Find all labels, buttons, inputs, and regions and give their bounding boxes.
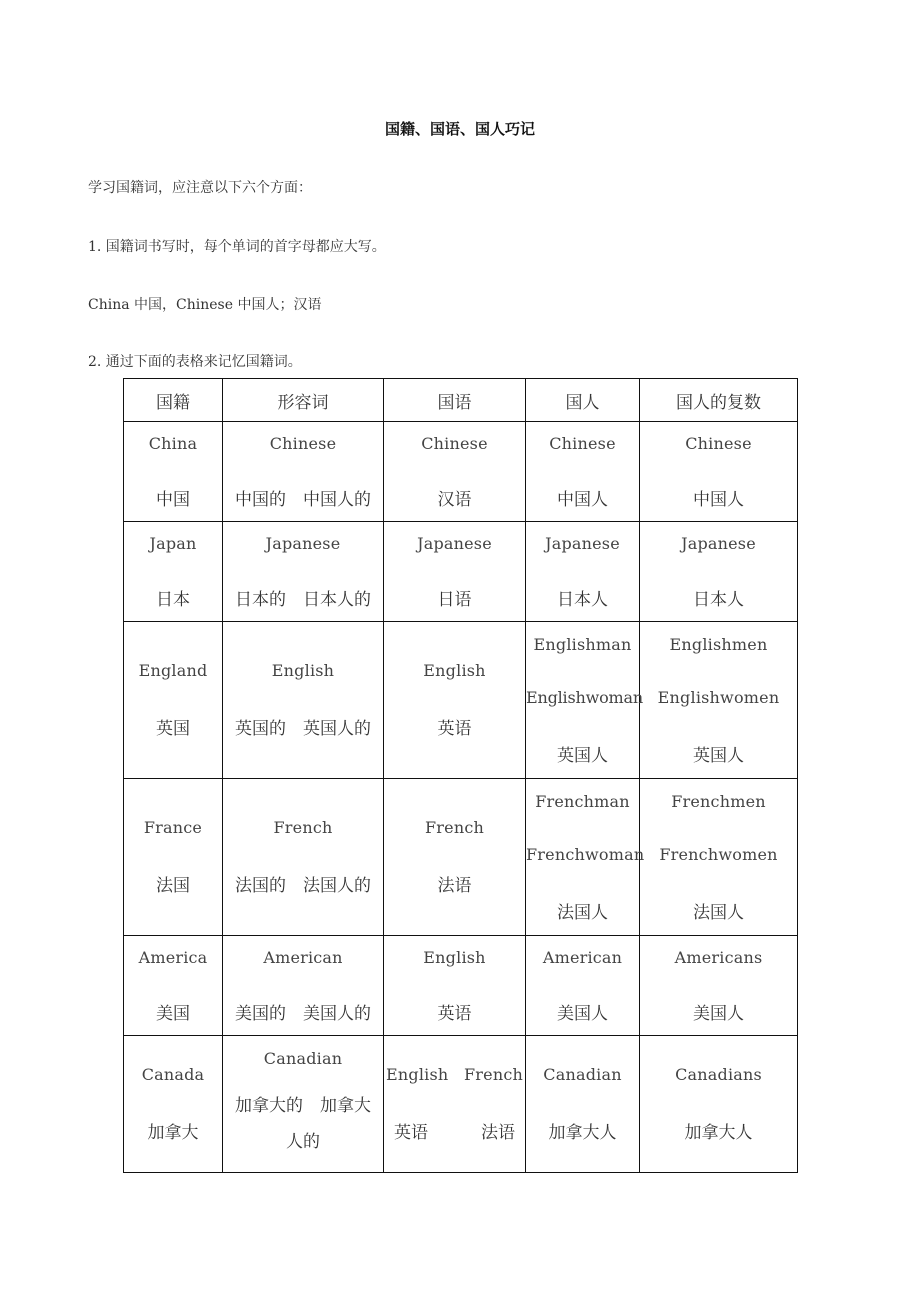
- plural-cell: [640, 622, 798, 779]
- person-cell: [526, 422, 640, 522]
- language-en: Japanese: [417, 533, 492, 553]
- language-cell: [384, 522, 526, 622]
- adjective-cell: [223, 936, 384, 1036]
- country-zh: 法国: [156, 876, 190, 896]
- country-zh: 美国: [156, 1003, 190, 1024]
- point-1: 1. 国籍词书写时，每个单词的首字母都应大写。: [88, 239, 386, 255]
- language-zh: 法语: [437, 876, 472, 896]
- plural-cell: [640, 422, 798, 522]
- person-en: Chinese: [549, 433, 616, 453]
- person-en: Canadian: [543, 1065, 622, 1084]
- country-en: France: [143, 818, 203, 837]
- language-en-french: French: [464, 1065, 523, 1084]
- header-adjective: 形容词: [223, 379, 384, 422]
- header-language: 国语: [384, 379, 526, 422]
- country-cell: [124, 936, 223, 1036]
- country-zh: 中国: [156, 489, 190, 510]
- language-zh-pair: [384, 1118, 525, 1143]
- plural-cell: [640, 936, 798, 1036]
- language-cell: [384, 422, 526, 522]
- person-zh: 日本人: [557, 589, 608, 610]
- person-en: Japanese: [545, 533, 620, 553]
- plural-en-male: Englishmen: [669, 634, 768, 654]
- adjective-cell: [223, 622, 384, 779]
- language-zh-french: 法语: [481, 1123, 515, 1143]
- person-en-female: Englishwoman: [526, 687, 643, 707]
- person-zh: 美国人: [557, 1003, 608, 1024]
- country-en: Japan: [149, 533, 197, 553]
- language-cell: [384, 936, 526, 1036]
- country-cell: [124, 779, 223, 936]
- adjective-en: Japanese: [265, 533, 341, 553]
- country-zh: 日本: [156, 589, 190, 610]
- language-cell: [384, 1036, 526, 1173]
- person-cell: [526, 936, 640, 1036]
- plural-zh: 中国人: [693, 489, 744, 510]
- plural-zh: 英国人: [693, 745, 744, 766]
- language-zh: 英语: [437, 1003, 472, 1024]
- adjective-cell: [223, 1036, 384, 1173]
- person-zh: 加拿大人: [548, 1123, 617, 1143]
- plural-zh: 法国人: [693, 902, 744, 923]
- language-cell: [384, 779, 526, 936]
- adjective-zh: 日本的 日本人的: [235, 589, 371, 610]
- adjective-zh: 英国的 英国人的: [235, 719, 371, 739]
- adjective-cell: [223, 779, 384, 936]
- person-zh: 中国人: [557, 489, 608, 510]
- language-en: Chinese: [421, 433, 488, 453]
- plural-en: Americans: [674, 947, 763, 967]
- adjective-zh-line2: 人的: [286, 1131, 320, 1152]
- language-en-english: English: [386, 1065, 449, 1084]
- plural-cell: [640, 1036, 798, 1173]
- adjective-zh-line1: 加拿大的 加拿大: [235, 1095, 371, 1116]
- plural-en: Canadians: [675, 1065, 762, 1084]
- country-cell: [124, 522, 223, 622]
- language-en: English: [423, 661, 486, 680]
- person-cell: [526, 1036, 640, 1173]
- plural-en-male: Frenchmen: [671, 791, 766, 811]
- country-cell: [124, 422, 223, 522]
- person-en: American: [542, 947, 623, 967]
- header-nationality: 国籍: [124, 379, 223, 422]
- language-en: English: [423, 947, 486, 967]
- country-en: England: [138, 661, 208, 680]
- header-plural: 国人的复数: [640, 379, 798, 422]
- table-row-japan: [124, 522, 798, 622]
- country-zh: 加拿大: [147, 1123, 199, 1143]
- plural-en-female: Frenchwomen: [659, 844, 778, 864]
- point-2: 2. 通过下面的表格来记忆国籍词。: [88, 354, 302, 370]
- person-cell: [526, 522, 640, 622]
- person-en-male: Englishman: [533, 634, 632, 654]
- person-zh: 英国人: [557, 745, 608, 766]
- intro-text: 学习国籍词，应注意以下六个方面：: [88, 180, 312, 196]
- country-cell: [124, 622, 223, 779]
- language-zh: 汉语: [437, 489, 472, 510]
- example-text: China 中国，Chinese 中国人；汉语: [88, 297, 322, 313]
- adjective-en: American: [263, 947, 343, 967]
- language-en-pair: [384, 1065, 525, 1084]
- person-cell: [526, 622, 643, 779]
- table-row-canada: [124, 1036, 798, 1173]
- country-en: Canada: [141, 1065, 205, 1084]
- plural-en: Japanese: [681, 533, 756, 553]
- adjective-en: Chinese: [269, 433, 337, 453]
- person-zh: 法国人: [557, 902, 608, 923]
- adjective-en: Canadian: [263, 1048, 343, 1068]
- plural-cell: [640, 522, 798, 622]
- person-cell: [526, 779, 645, 936]
- plural-zh: 加拿大人: [684, 1123, 753, 1143]
- language-zh-english: 英语: [394, 1123, 428, 1143]
- plural-en: Chinese: [685, 433, 752, 453]
- adjective-en: English: [271, 661, 335, 680]
- person-en-female: Frenchwoman: [526, 844, 645, 864]
- header-person: 国人: [526, 379, 640, 422]
- adjective-zh: 中国的 中国人的: [235, 489, 371, 510]
- table-header-row: [124, 379, 798, 422]
- table-row-france: [124, 779, 798, 936]
- country-zh: 英国: [156, 719, 190, 739]
- plural-zh: 美国人: [693, 1003, 744, 1024]
- adjective-cell: [223, 522, 384, 622]
- nationality-table: [123, 378, 798, 1173]
- country-en: China: [148, 433, 198, 453]
- table-row-england: [124, 622, 798, 779]
- adjective-en: French: [273, 818, 333, 837]
- adjective-zh: 美国的 美国人的: [235, 1003, 371, 1024]
- language-zh: 日语: [437, 589, 472, 610]
- document-title: 国籍、国语、国人巧记: [384, 120, 535, 138]
- person-en-male: Frenchman: [535, 791, 630, 811]
- plural-cell: [640, 779, 798, 936]
- table-row-america: [124, 936, 798, 1036]
- plural-en-female: Englishwomen: [657, 687, 780, 707]
- language-en: French: [425, 818, 484, 837]
- country-en: America: [138, 947, 208, 967]
- plural-zh: 日本人: [693, 589, 744, 610]
- adjective-zh: 法国的 法国人的: [235, 876, 371, 896]
- language-zh: 英语: [437, 719, 472, 739]
- country-cell: [124, 1036, 223, 1173]
- language-cell: [384, 622, 526, 779]
- adjective-cell: [223, 422, 384, 522]
- table-row-china: [124, 422, 798, 522]
